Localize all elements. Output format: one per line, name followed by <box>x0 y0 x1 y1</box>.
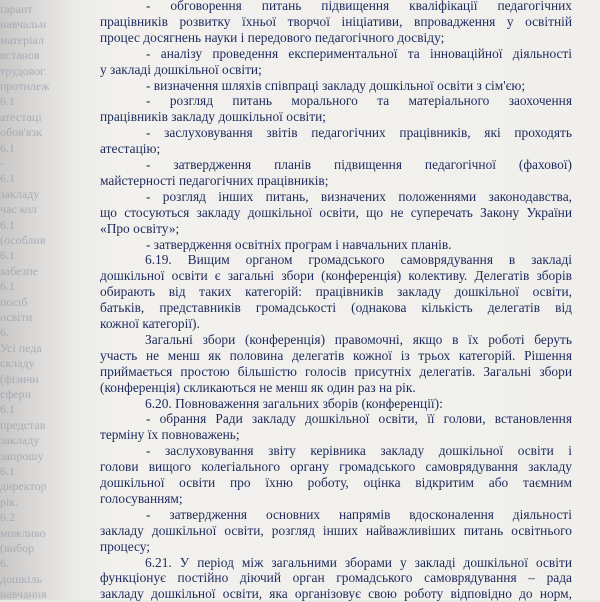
bullet-line: - розгляд інших питань, визначених положеннями законодавства, <box>146 188 572 204</box>
text-line: голосуванням; <box>100 490 183 506</box>
margin-fragment: навчання <box>0 587 47 600</box>
margin-fragment: (вибор <box>0 541 35 555</box>
bullet-line: - затвердження основних напрямів вдосконалення діяльності <box>146 506 572 522</box>
margin-fragment: обов'язк <box>0 125 43 140</box>
margin-fragment: (фізичн <box>0 371 39 386</box>
margin-fragment: запрошу <box>0 448 44 463</box>
previous-page-bleed-through <box>0 0 62 600</box>
text-line: закладу дошкільної освіти, розгляд інших найважливіших питань освітнього <box>100 522 572 538</box>
text-line: дошкільної освіти є загальні збори (конференція) колективу. Делегатів зборів <box>100 268 572 284</box>
text-line: батьків, представників громадськості (однакова кількість делегатів від <box>100 300 572 316</box>
margin-fragment: встанов <box>0 48 40 63</box>
margin-fragment: ґарант <box>0 2 33 16</box>
margin-fragment: трудовог <box>0 63 46 78</box>
text-line: «Про освіту»; <box>100 220 180 236</box>
bullet-line: - обрання Ради закладу дошкільної освіти, її голови, встановлення <box>146 411 572 427</box>
paragraph-start-line: 6.20. Повноваження загальних зборів (конференції): <box>145 395 443 411</box>
text-line: атестацію; <box>100 141 161 157</box>
margin-fragment: - <box>0 156 4 170</box>
text-line: закладу дошкільної освіти, яка організовує свою роботу відповідно до норм, <box>100 586 572 602</box>
bullet-line: - заслуховування звіту керівника закладу дошкільної освіти і <box>146 443 572 459</box>
text-line: (конференція) скликаються не менш як один раз на рік. <box>100 379 416 395</box>
bullet-line: - визначення шляхів співпраці закладу дошкільної освіти з сім'єю; <box>146 77 526 93</box>
text-line: процесу; <box>100 538 151 554</box>
bullet-line: - затвердження планів підвищення педагогічної (фахової) <box>146 157 572 172</box>
text-line: приймається простою більшістю голосів присутніх делегатів. Загальні збори <box>100 363 572 379</box>
margin-fragment: складу <box>0 356 35 371</box>
margin-fragment: 6.1 <box>0 217 15 232</box>
margin-fragment: протилеж <box>0 79 50 93</box>
text-line: дошкільної освіти про їхню роботу, оцінка відкритим або таємним <box>100 475 572 490</box>
bullet-line: - заслуховування звітів педагогічних працівників, які проходять <box>146 125 572 141</box>
margin-fragment: 6. <box>0 325 9 340</box>
text-line: майстерності педагогічних працівників; <box>100 172 329 188</box>
bullet-line: - обговорення питань підвищення кваліфікації педагогічних <box>146 0 572 13</box>
margin-fragment: 6. <box>0 556 9 571</box>
margin-fragment: посіб <box>0 294 28 309</box>
margin-fragment: закладу <box>0 433 40 448</box>
text-line: терміну їх повноважень; <box>100 427 240 443</box>
margin-fragment: можливо <box>0 525 46 540</box>
margin-fragment: дошкіль <box>0 571 42 586</box>
margin-fragment: рік. <box>0 494 19 509</box>
bullet-line: - затвердження освітніх програм і навчальних планів. <box>146 236 452 252</box>
text-line: голови вищого колегіального органу громадського самоврядування закладу <box>100 459 572 475</box>
margin-fragment: час кол <box>0 202 37 217</box>
margin-fragment: закладу <box>0 186 40 201</box>
text-line: працівників розвитку їхньої творчої ініціативи, впровадження у освітній <box>100 13 572 29</box>
margin-fragment: представ <box>0 417 46 432</box>
paragraph-start-line: Загальні збори (конференція) правомочні, якщо в їх роботі беруть <box>145 331 572 347</box>
margin-fragment: сфери <box>0 387 31 401</box>
margin-fragment: 6.1 <box>0 402 15 417</box>
text-line: функціонує постійно діючий орган громадського самоврядування – рада <box>100 570 572 586</box>
margin-fragment: 6.1 <box>0 94 15 109</box>
margin-fragment: атестаці <box>0 109 42 124</box>
text-line: у закладі дошкільної освіти; <box>100 61 262 77</box>
margin-fragment: 6.1 <box>0 171 15 186</box>
margin-fragment: 6.2 <box>0 510 15 525</box>
margin-fragment: освіти <box>0 310 33 324</box>
paragraph-start-line: 6.19. Вищим органом громадського самоврядування в закладі <box>145 252 572 268</box>
margin-fragment: 6.1 <box>0 279 15 294</box>
text-line: участь не менш як половина делегатів кожної із трьох категорій. Рішення <box>100 347 572 363</box>
margin-fragment: навчальн <box>0 17 47 32</box>
margin-fragment: матеріал <box>0 32 44 47</box>
bullet-line: - аналізу проведення експериментальної та інноваційної діяльності <box>146 45 572 61</box>
margin-fragment: 6.1 <box>0 248 15 263</box>
margin-fragment: забезпе <box>0 263 38 278</box>
margin-fragment: (особлив <box>0 233 46 247</box>
margin-fragment: 6.1 <box>0 464 15 478</box>
text-line: обирають від таких категорій: працівників закладу дошкільної освіти, <box>100 284 572 300</box>
text-line: працівників закладу дошкільної освіти; <box>100 109 326 125</box>
bullet-line: - розгляд питань морального та матеріального заохочення <box>146 93 572 109</box>
margin-fragment: 6.1 <box>0 140 15 155</box>
text-line: кожної категорії). <box>100 316 200 331</box>
text-line: що стосуються закладу дошкільної освіти, що не суперечать Закону України <box>100 204 572 220</box>
text-line: процес досягнень науки і передового педагогічного досвіду; <box>100 29 445 45</box>
margin-fragment: директор <box>0 479 47 494</box>
paragraph-start-line: 6.21. У період між загальними зборами у закладі дошкільної освіти <box>145 554 572 570</box>
margin-fragment: Усі педа <box>0 340 42 355</box>
